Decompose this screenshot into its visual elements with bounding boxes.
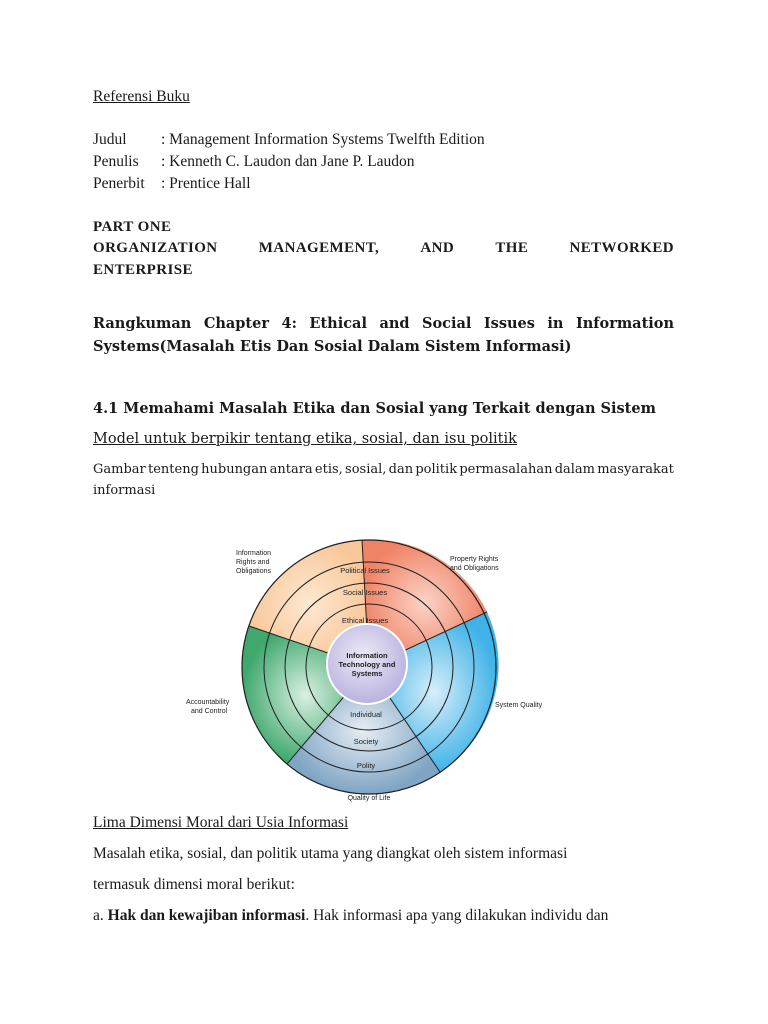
part-title-word: AND [420, 240, 455, 256]
paragraph-word: dan [388, 462, 414, 477]
accountability-label: and Control [191, 708, 228, 715]
quality-of-life-label: Quality of Life [347, 795, 391, 802]
paragraph-end: informasi [93, 483, 156, 498]
section-heading: 4.1 Memahami Masalah Etika dan Sosial yang Terkait dengan Sistem [93, 400, 656, 417]
section-subheading: Model untuk berpikir tentang etika, sosial, dan isu politik [93, 431, 517, 447]
reference-table [93, 129, 653, 195]
center-label: Systems [351, 669, 383, 678]
list-marker: a. [93, 907, 108, 924]
paragraph-word: sosial, [345, 462, 387, 477]
reference-row-title [93, 129, 653, 151]
political-issues-label: Political Issues [340, 566, 390, 575]
paragraph-word: antara [269, 462, 313, 477]
reference-value: : Kenneth C. Laudon dan Jane P. Laudon [161, 153, 415, 170]
paragraph-word: hubungan [201, 462, 268, 477]
reference-row-publisher [93, 173, 653, 195]
paragraph-line [93, 462, 674, 477]
part-title-word: NETWORKED [569, 240, 674, 256]
information-rights-label: Obligations [236, 568, 272, 575]
polity-label: Polity [356, 761, 376, 770]
social-issues-label: Social Issues [342, 588, 388, 597]
information-rights-label: Rights and [236, 559, 270, 566]
summary-title-end: Systems(Masalah Etis Dan Sosial Dalam Sistem Informasi) [93, 338, 572, 355]
moral-dimensions-diagram [170, 535, 570, 805]
information-rights-label: Information [236, 550, 272, 557]
part-title-word: ORGANIZATION [93, 240, 218, 256]
society-label: Society [353, 737, 379, 746]
property-rights-label: and Obligations [450, 565, 499, 572]
summary-word: Chapter [203, 315, 269, 332]
system-quality-label: System Quality [495, 702, 543, 709]
summary-word: Ethical [309, 315, 367, 332]
moral-paragraph-line: Masalah etika, sosial, dan politik utama yang diangkat oleh sistem informasi [93, 845, 568, 862]
summary-word: Issues [483, 315, 535, 332]
paragraph-word: politik [415, 462, 458, 477]
center-label: Information [346, 651, 388, 660]
part-title-word: THE [495, 240, 529, 256]
summary-word: in [547, 315, 564, 332]
part-title-end: ENTERPRISE [93, 262, 193, 278]
paragraph-word: etis, [314, 462, 343, 477]
part-title-word: MANAGEMENT, [258, 240, 380, 256]
reference-key: Judul [93, 131, 127, 148]
paragraph-word: permasalahan [459, 462, 553, 477]
item-term: Hak dan kewajiban informasi [107, 907, 306, 924]
summary-word: Information [575, 315, 674, 332]
summary-word: Social [422, 315, 472, 332]
reference-value: : Management Information Systems Twelfth Edition [161, 131, 485, 148]
summary-word: Rangkuman [93, 315, 192, 332]
item-text: . Hak informasi apa yang dilakukan individu dan [305, 907, 609, 924]
part-number: PART ONE [93, 219, 172, 235]
reference-key: Penulis [93, 153, 139, 170]
part-title-line [93, 240, 674, 257]
reference-key: Penerbit [93, 175, 145, 192]
reference-row-author [93, 151, 653, 173]
reference-value: : Prentice Hall [161, 175, 251, 192]
moral-heading: Lima Dimensi Moral dari Usia Informasi [93, 814, 349, 831]
summary-word: and [379, 315, 410, 332]
paragraph-word: tenteng [147, 462, 199, 477]
paragraph-word: Gambar [93, 462, 146, 477]
property-rights-label: Property Rights [450, 556, 499, 563]
reference-heading: Referensi Buku [93, 88, 190, 105]
ethical-issues-label: Ethical Issues [341, 616, 389, 625]
summary-word: 4: [281, 315, 297, 332]
paragraph-word: dalam [554, 462, 595, 477]
accountability-label: Accountability [186, 699, 230, 706]
moral-paragraph-line: termasuk dimensi moral berikut: [93, 876, 295, 893]
summary-title-line [93, 315, 674, 332]
paragraph-word: masyarakat [597, 462, 674, 477]
center-label: Technology and [338, 660, 396, 669]
individual-label: Individual [350, 710, 382, 719]
moral-item-a [93, 907, 608, 925]
